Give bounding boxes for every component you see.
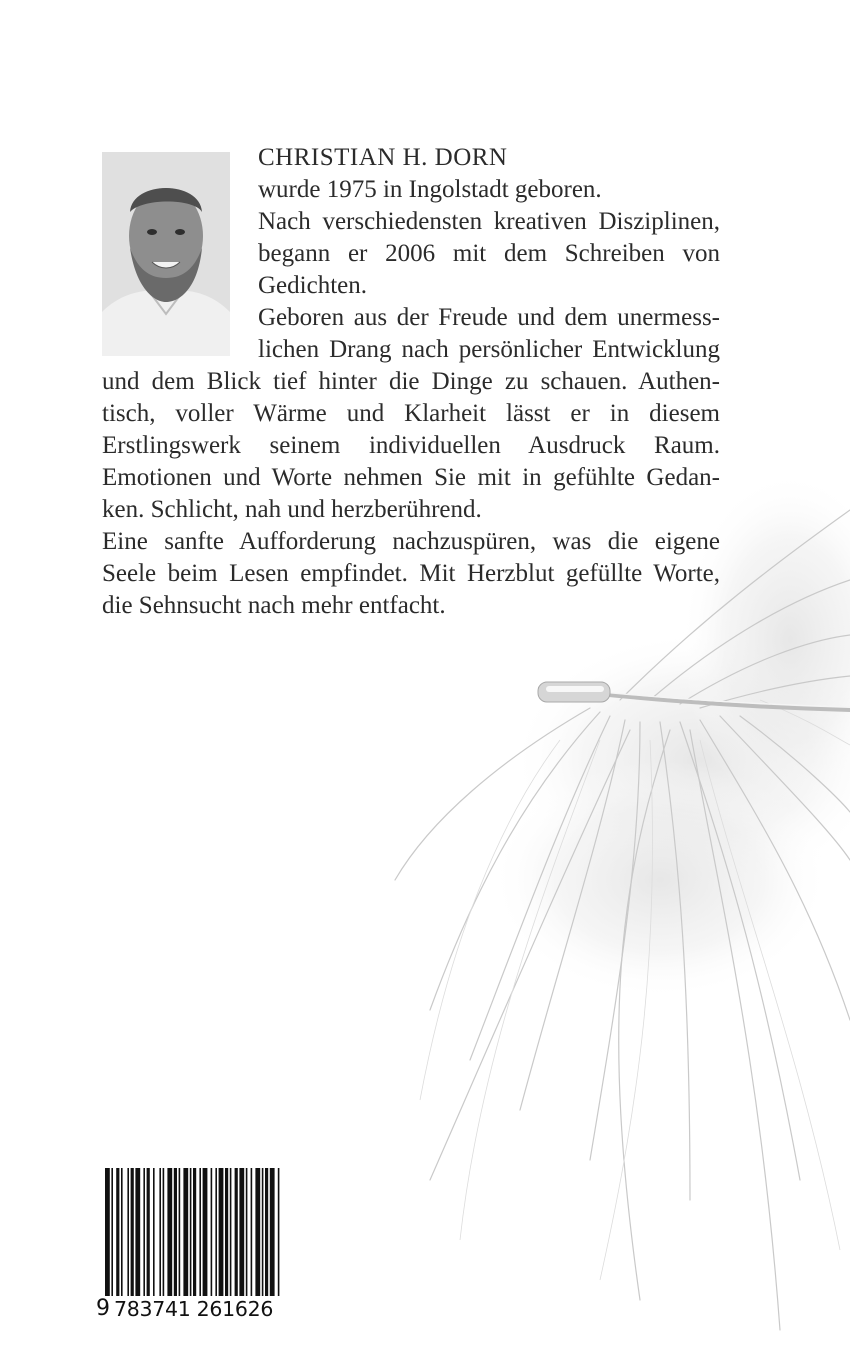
barcode-bar <box>105 1168 110 1296</box>
barcode-bar <box>193 1168 196 1296</box>
bio-line: wurde 1975 in Ingolstadt geboren. <box>258 176 602 203</box>
barcode-bar <box>174 1168 177 1296</box>
isbn-digits: 783741 261626 <box>114 1297 274 1321</box>
barcode-bar <box>159 1168 161 1296</box>
bio-text <box>102 142 720 622</box>
barcode-bar <box>127 1168 129 1296</box>
barcode-bar <box>262 1168 264 1296</box>
barcode-bar <box>230 1168 232 1296</box>
barcode-bar <box>255 1168 260 1296</box>
barcode-bar <box>203 1168 208 1296</box>
bio-line: Erstlingswerk seinem individuellen Ausdruck Raum. <box>102 432 720 459</box>
bio-line: lichen Drang nach persönlicher Entwicklung <box>258 336 720 363</box>
barcode-bar <box>190 1168 192 1296</box>
bio-line: die Sehnsucht nach mehr entfacht. <box>102 592 446 619</box>
barcode-bar <box>131 1168 134 1296</box>
bio-line: ken. Schlicht, nah und herzberührend. <box>102 496 482 523</box>
barcode-bar <box>211 1168 213 1296</box>
author-name: CHRISTIAN H. DORN <box>258 144 508 171</box>
barcode-bar <box>265 1168 268 1296</box>
barcode-bar <box>199 1168 201 1296</box>
bio-line: Eine sanfte Aufforderung nachzuspüren, was die eigene <box>102 528 720 555</box>
bio-line: Gedichten. <box>258 272 367 299</box>
barcode-bar <box>246 1168 248 1296</box>
bio-line: Nach verschiedensten kreativen Disziplinen, <box>258 208 720 235</box>
barcode-bar <box>251 1168 253 1296</box>
barcode-bar <box>183 1168 188 1296</box>
barcode-bar <box>116 1168 119 1296</box>
bio-line: Geboren aus der Freude und dem unermess- <box>258 304 720 331</box>
barcode-bar <box>121 1168 123 1296</box>
barcode-bar <box>167 1168 172 1296</box>
barcode-bar <box>143 1168 145 1296</box>
barcode-bar <box>179 1168 181 1296</box>
barcode-bar <box>278 1168 280 1296</box>
barcode-bar <box>270 1168 275 1296</box>
bio-paragraph-4 <box>102 526 720 622</box>
barcode-bar <box>163 1168 165 1296</box>
barcode-bar <box>219 1168 224 1296</box>
barcode-bar <box>111 1168 113 1296</box>
barcode-icon <box>96 1168 281 1296</box>
photo-spacer <box>102 142 258 356</box>
barcode-bar <box>225 1168 228 1296</box>
bio-line: und dem Blick tief hinter die Dinge zu schauen. Authen- <box>102 368 720 395</box>
bio-line: Seele beim Lesen empfindet. Mit Herzblut gefüllte Worte, <box>102 560 720 587</box>
barcode-bar <box>235 1168 238 1296</box>
bio-line: tisch, voller Wärme und Klarheit lässt er in diesem <box>102 400 720 427</box>
bio-line: begann er 2006 mit dem Schreiben von <box>258 240 720 267</box>
barcode-bar <box>239 1168 244 1296</box>
barcode-bar <box>153 1168 155 1296</box>
barcode-bar <box>215 1168 217 1296</box>
barcode-bar <box>135 1168 140 1296</box>
isbn-lead-digit: 9 <box>96 1296 110 1321</box>
bio-line: Emotionen und Worte nehmen Sie mit in gefühlte Gedan- <box>102 464 720 491</box>
barcode-bar <box>147 1168 150 1296</box>
isbn-barcode <box>96 1168 281 1328</box>
